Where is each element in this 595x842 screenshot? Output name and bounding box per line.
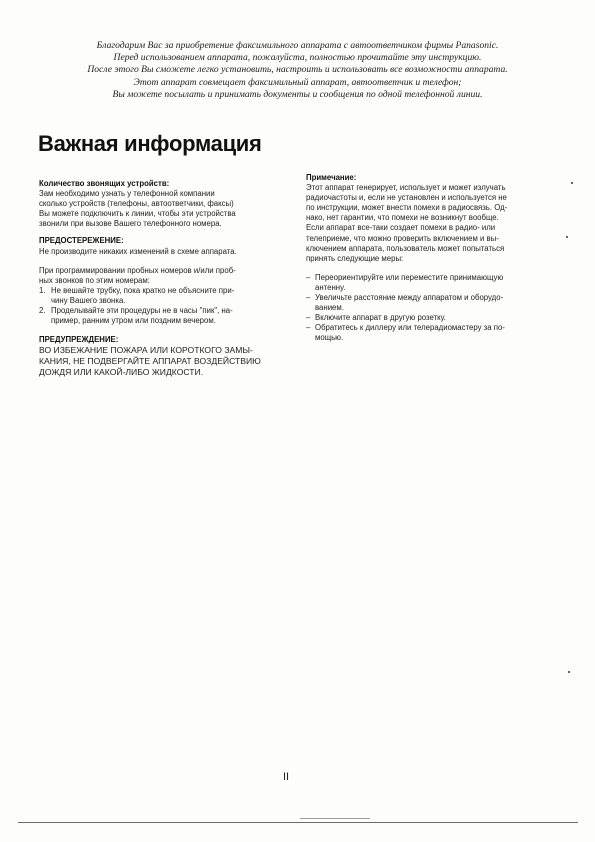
intro-line: Перед использованием аппарата, пожалуйста, полностью прочитайте эту инструкцию. [113, 52, 482, 64]
caution-text: Не производите никаких изменений в схеме аппарата. [39, 246, 237, 256]
test-item-number: 2. [39, 306, 46, 316]
intro-text [30, 40, 565, 101]
ringer-line: Вы можете подключить к линии, чтобы эти устройства [39, 209, 236, 219]
warning-text [39, 345, 267, 377]
page-title: Важная информация [38, 131, 262, 156]
note-line: радиочастоты и, если не установлен и используется не [306, 193, 507, 203]
measure-line: Увеличьте расстояние между аппаратом и оборудо- [315, 293, 504, 303]
measure-line: Включите аппарат в другую розетку. [315, 313, 446, 323]
test-item-line: Проделывайте эти процедуры не в часы "пик", на- [51, 306, 233, 316]
warning-heading: ПРЕДУПРЕЖДЕНИЕ: [39, 335, 119, 345]
measure-item: – Переориентируйте или переместите принимающую антенну. [306, 273, 528, 293]
test-item-line: Не вешайте трубку, пока кратко не объясните при- [51, 285, 235, 295]
scan-speck [571, 182, 573, 184]
ringer-line: сколько устройств (телефоны, автоответчики, факсы) [39, 199, 234, 209]
measure-item: – Включите аппарат в другую розетку. [306, 313, 528, 323]
note-line: Если аппарат все-таки создает помехи в радио- или [306, 223, 496, 233]
note-line: нако, нет гарантии, что помехи не возникнут вообще. [306, 213, 499, 223]
measure-line: ванием. [315, 303, 344, 313]
note-line: Этот аппарат генерирует, использует и может излучать [306, 183, 506, 193]
test-item-line: пример, ранним утром или поздним вечером. [51, 316, 216, 326]
test-item-number: 1. [39, 285, 46, 295]
ringer-line: звонили при вызове Вашего телефонного номера. [39, 219, 222, 229]
ringer-heading: Количество звонящих устройств: [39, 179, 170, 188]
ringer-line: Зам необходимо узнать у телефонной компании [39, 189, 215, 199]
scan-artifact-line [300, 818, 370, 819]
note-line: принять следующие меры: [306, 253, 404, 263]
test-intro-line: ных звонков по этим номерам: [39, 275, 150, 285]
measure-line: Обратитесь к диллеру или телерадиомастеру за по- [315, 323, 505, 333]
warning-line: ДОЖДЯ ИЛИ КАКОЙ-ЛИБО ЖИДКОСТИ. [39, 366, 204, 377]
note-heading: Примечание: [306, 173, 357, 182]
test-item [39, 286, 267, 306]
intro-line: Благодарим Вас за приобретение факсимильного аппарата с автоответчиком фирмы Panasonic. [96, 40, 499, 51]
note-line: по инструкции, может внести помехи в радиосвязь. Од- [306, 203, 508, 213]
scan-speck [568, 671, 570, 673]
measure-line: Переориентируйте или переместите принимающую [315, 272, 504, 282]
bottom-rule [18, 822, 578, 823]
test-item-line: чину Вашего звонка. [51, 295, 126, 305]
right-column [306, 173, 528, 344]
left-column [39, 179, 267, 377]
page-number: II [283, 771, 290, 783]
intro-line: Вы можете посылать и принимать документы и сообщения по одной телефонной линии. [112, 88, 483, 100]
warning-line: КАНИЯ, НЕ ПОДВЕРГАЙТЕ АППАРАТ ВОЗДЕЙСТВИЮ [39, 355, 261, 366]
test-item [39, 306, 267, 326]
warning-line: ВО ИЗБЕЖАНИЕ ПОЖАРА ИЛИ КОРОТКОГО ЗАМЫ- [39, 345, 253, 356]
measure-line: мощью. [315, 333, 344, 343]
scan-speck [566, 236, 568, 238]
intro-line: После этого Вы сможете легко установить, настроить и использовать все возможности аппарата. [87, 64, 508, 76]
intro-line: Этот аппарат совмещает факсимильный аппарат, автоответчик и телефон; [133, 76, 462, 88]
note-line: ключением аппарата, пользователь может попытаться [306, 243, 505, 253]
measure-item: – Увеличьте расстояние между аппаратом и оборудо- ванием. [306, 293, 528, 313]
note-line: телеприеме, что можно проверить включением и вы- [306, 233, 499, 243]
measure-item: – Обратитесь к диллеру или телерадиомастеру за по- мощью. [306, 323, 528, 343]
test-intro-line: При программировании пробных номеров и/или проб- [39, 265, 236, 275]
measure-line: антенну. [315, 282, 346, 292]
caution-heading: ПРЕДОСТЕРЕЖЕНИЕ: [39, 236, 124, 246]
